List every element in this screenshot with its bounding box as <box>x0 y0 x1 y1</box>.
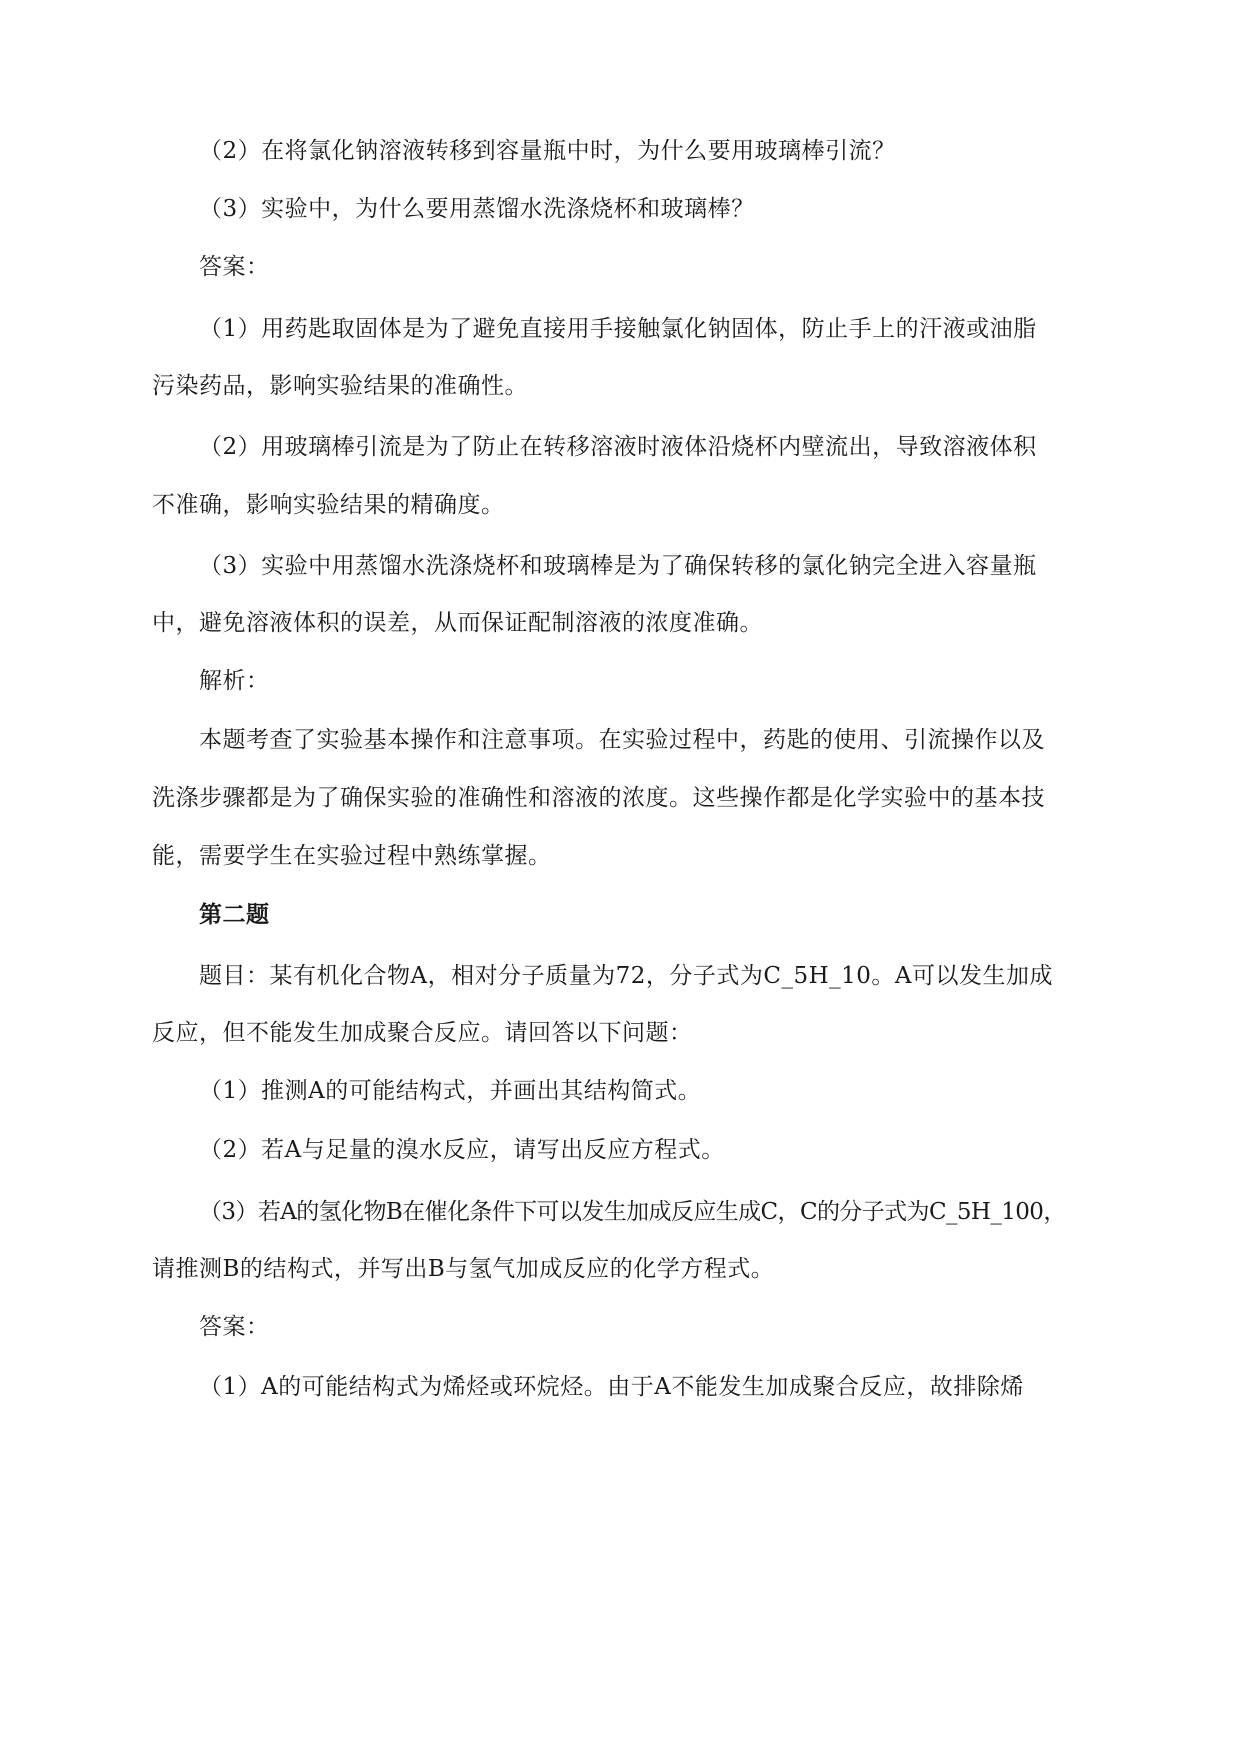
paragraph-line: （1）推测A的可能结构式，并画出其结构简式。 <box>199 1078 702 1104</box>
paragraph-line: （1）A的可能结构式为烯烃或环烷烃。由于A不能发生加成聚合反应，故排除烯 <box>199 1374 1024 1400</box>
paragraph-line: 题目：某有机化合物A，相对分子质量为72，分子式为C_5H_10。A可以发生加成 <box>199 963 1054 989</box>
answer-label: 答案： <box>199 1314 270 1340</box>
paragraph-line: （1）用药匙取固体是为了避免直接用手接触氯化钠固体，防止手上的汗液或油脂 <box>199 316 1037 342</box>
paragraph-line: （3）若A的氢化物B在催化条件下可以发生加成反应生成C，C的分子式为C_5H_100， <box>199 1199 1066 1225</box>
paragraph-line: 不准确，影响实验结果的精确度。 <box>152 492 505 518</box>
paragraph-line: （2）若A与足量的溴水反应，请写出反应方程式。 <box>199 1137 725 1163</box>
paragraph-line: 请推测B的结构式，并写出B与氢气加成反应的化学方程式。 <box>152 1256 775 1282</box>
paragraph-line: （3）实验中用蒸馏水洗涤烧杯和玻璃棒是为了确保转移的氯化钠完全进入容量瓶 <box>199 553 1037 579</box>
answer-label: 答案： <box>199 254 270 280</box>
paragraph-line: 中，避免溶液体积的误差，从而保证配制溶液的浓度准确。 <box>152 610 763 636</box>
paragraph-line: （2）在将氯化钠溶液转移到容量瓶中时，为什么要用玻璃棒引流？ <box>199 138 896 164</box>
analysis-label: 解析： <box>199 668 270 694</box>
section-heading: 第二题 <box>199 901 270 928</box>
paragraph-line: （2）用玻璃棒引流是为了防止在转移溶液时液体沿烧杯内壁流出，导致溶液体积 <box>199 434 1037 460</box>
paragraph-line: 本题考查了实验基本操作和注意事项。在实验过程中，药匙的使用、引流操作以及 <box>199 727 1045 753</box>
paragraph-line: 反应，但不能发生加成聚合反应。请回答以下问题： <box>152 1020 693 1046</box>
paragraph-line: 污染药品，影响实验结果的准确性。 <box>152 373 528 399</box>
paragraph-line: 洗涤步骤都是为了确保实验的准确性和溶液的浓度。这些操作都是化学实验中的基本技 <box>152 785 1045 811</box>
paragraph-line: 能，需要学生在实验过程中熟练掌握。 <box>152 843 552 869</box>
paragraph-line: （3）实验中，为什么要用蒸馏水洗涤烧杯和玻璃棒？ <box>199 196 755 222</box>
